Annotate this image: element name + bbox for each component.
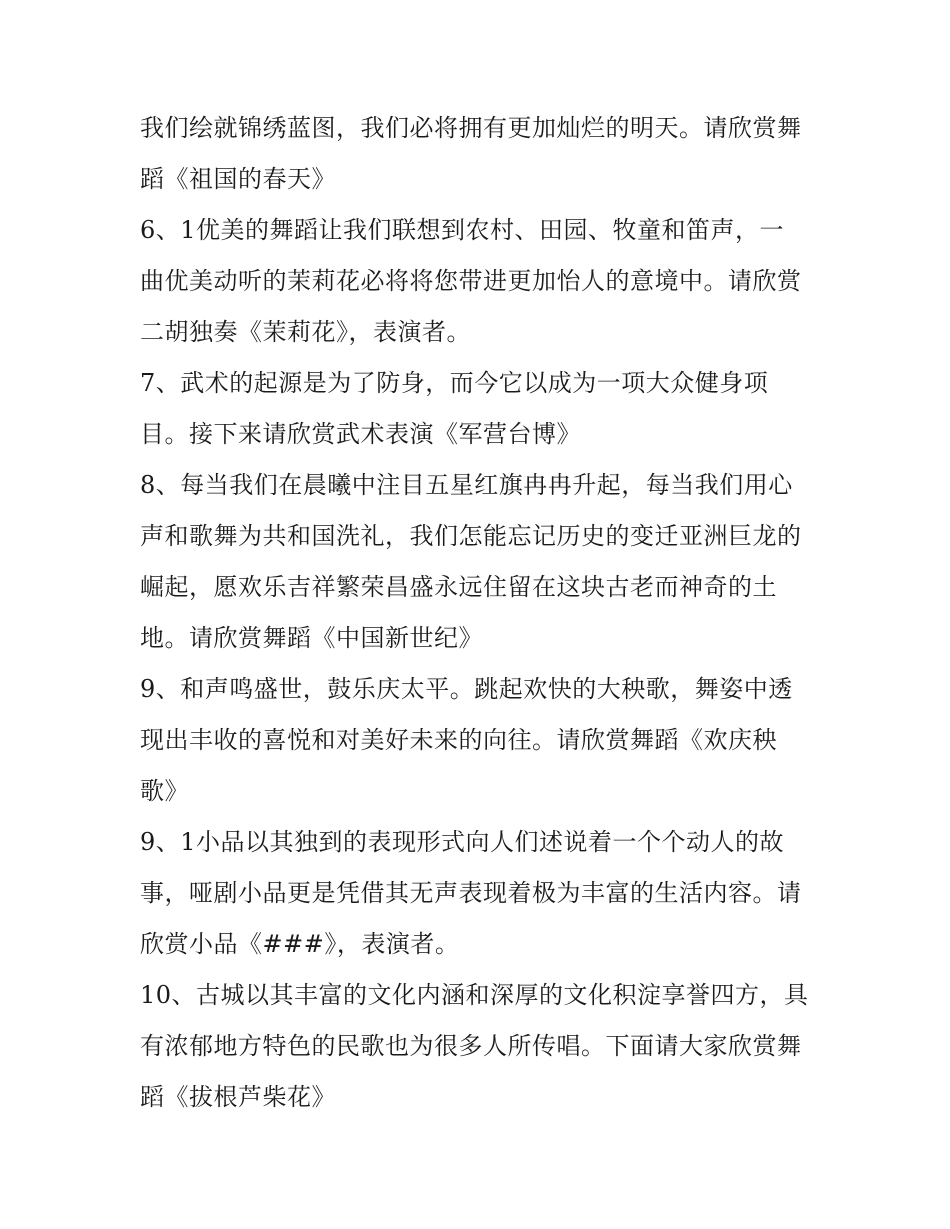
- text-line: 歌》: [140, 777, 189, 805]
- text-line: 声和歌舞为共和国洗礼，我们怎能忘记历史的变迁亚洲巨龙的: [140, 522, 802, 550]
- text-line: 崛起，愿欢乐吉祥繁荣昌盛永远住留在这块古老而神奇的土: [140, 573, 777, 601]
- text-line: 6、1优美的舞蹈让我们联想到农村、田园、牧童和笛声，一: [140, 216, 785, 244]
- text-line: 欣赏小品《###》，表演者。: [140, 930, 460, 958]
- text-line: 事，哑剧小品更是凭借其无声表现着极为丰富的生活内容。请: [140, 879, 802, 907]
- text-line: 二胡独奏《茉莉花》，表演者。: [140, 318, 471, 346]
- text-line: 目。接下来请欣赏武术表演《军营台博》: [140, 420, 581, 448]
- text-line: 有浓郁地方特色的民歌也为很多人所传唱。下面请大家欣赏舞: [140, 1032, 802, 1060]
- text-line: 9、1小品以其独到的表现形式向人们述说着一个个动人的故: [140, 828, 785, 856]
- text-line: 地。请欣赏舞蹈《中国新世纪》: [140, 624, 483, 652]
- text-line: 7、武术的起源是为了防身，而今它以成为一项大众健身项: [140, 369, 769, 397]
- text-line: 8、每当我们在晨曦中注目五星红旗冉冉升起，每当我们用心: [140, 471, 793, 499]
- text-line: 我们绘就锦绣蓝图，我们必将拥有更加灿烂的明天。请欣赏舞: [140, 114, 802, 142]
- text-line: 9、和声鸣盛世，鼓乐庆太平。跳起欢快的大秧歌，舞姿中透: [140, 675, 793, 703]
- text-line: 蹈《拔根芦柴花》: [140, 1083, 336, 1111]
- text-line: 现出丰收的喜悦和对美好未来的向往。请欣赏舞蹈《欢庆秧: [140, 726, 777, 754]
- text-line: 曲优美动听的茉莉花必将将您带进更加怡人的意境中。请欣赏: [140, 267, 802, 295]
- text-line: 10、古城以其丰富的文化内涵和深厚的文化积淀享誉四方，具: [140, 981, 809, 1009]
- text-line: 蹈《祖国的春天》: [140, 165, 336, 193]
